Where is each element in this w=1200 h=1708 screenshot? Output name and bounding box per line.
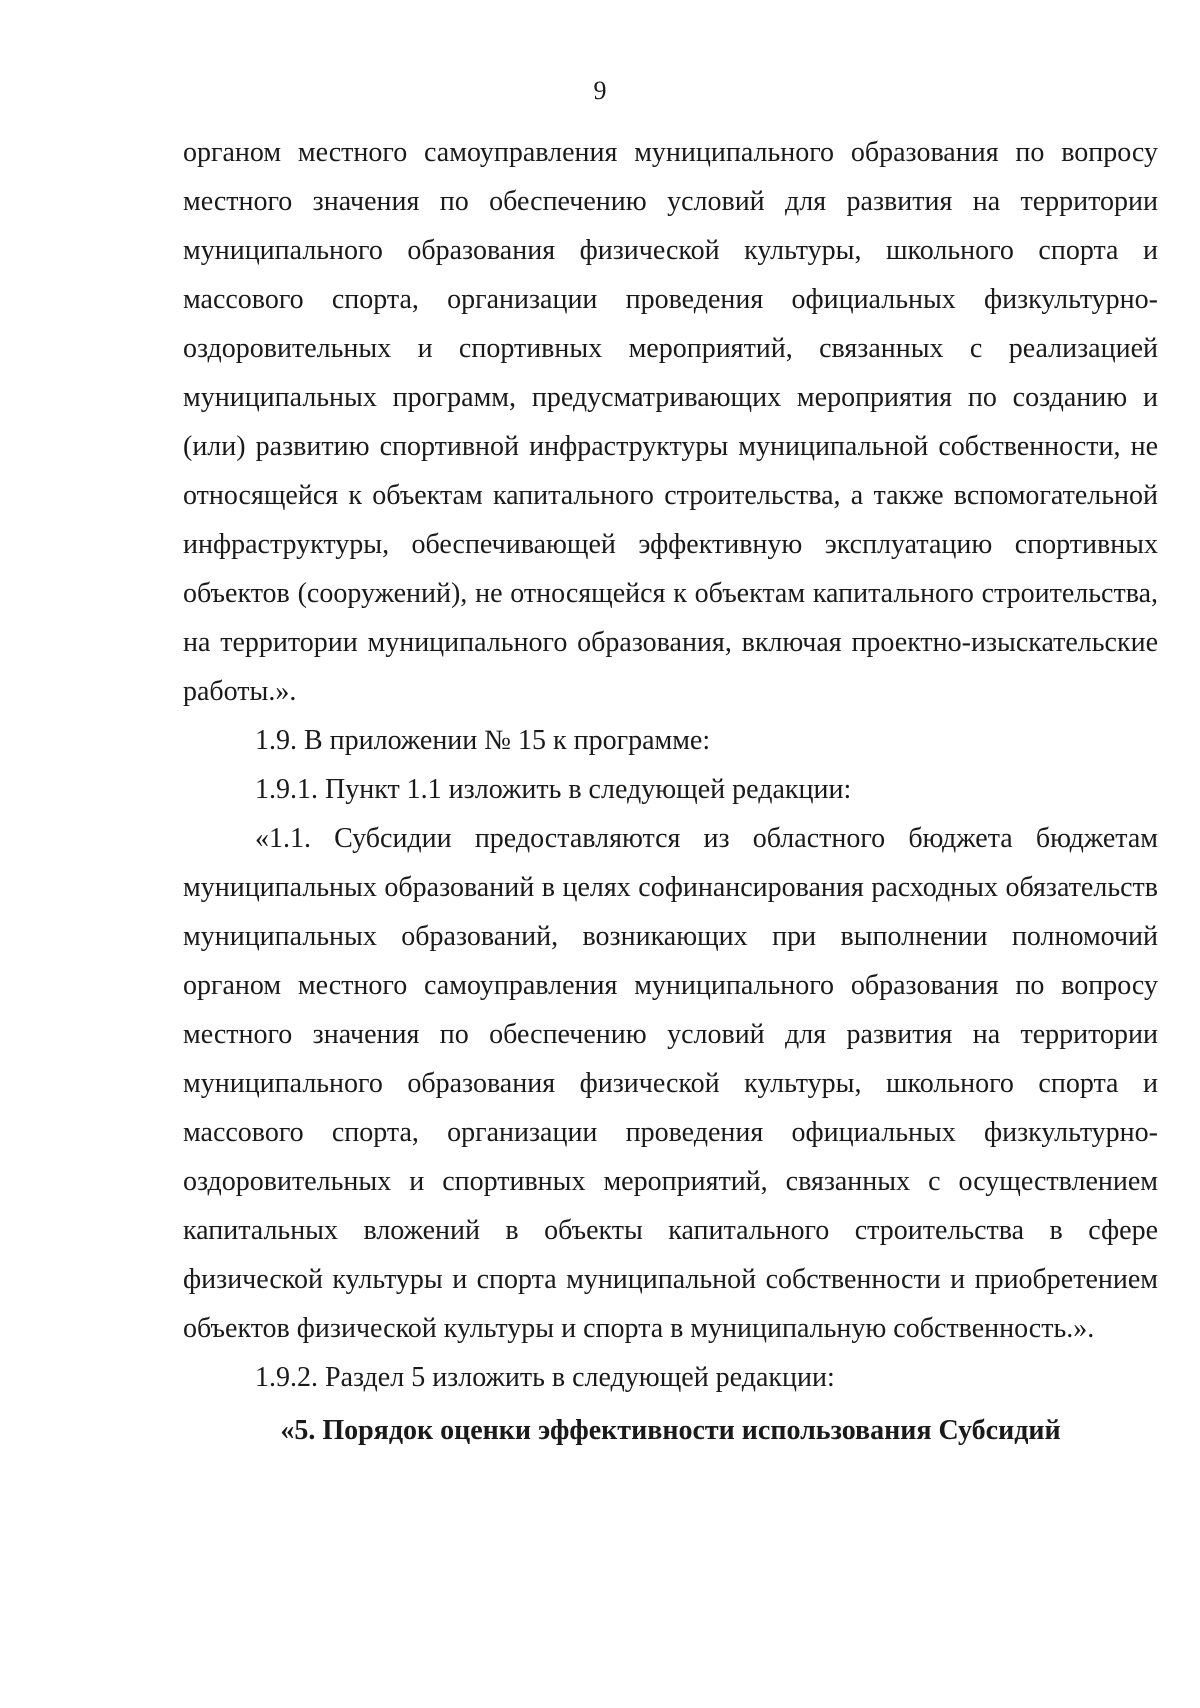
paragraph-1-9-2: 1.9.2. Раздел 5 изложить в следующей редакции: <box>255 1362 835 1393</box>
paragraph-continuation: органом местного самоуправления муниципального образования по вопросу местного значения по обеспечению условий для развития на территории муниципального образования физической культуры, школьного спорта и массового спорта, организации проведения официальных физкультурно-оздоровительных и спортивных мероприятий, связанных с реализацией муниципальных программ, предусматривающих мероприятия по созданию и (или) развитию спортивной инфраструктуры муниципальной собственности, не относящейся к объектам капитального строительства, а также вспомогательной инфраструктуры, обеспечивающей эффективную эксплуатацию спортивных объектов (сооружений), не относящейся к объектам капитального строительства, на территории муниципального образования, включая проектно-изыскательские работы.». <box>183 137 1158 707</box>
paragraph-1-9-1: 1.9.1. Пункт 1.1 изложить в следующей редакции: <box>255 774 852 805</box>
paragraph-quote-1-1: «1.1. Субсидии предоставляются из областного бюджета бюджетам муниципальных образований в целях софинансирования расходных обязательств муниципальных образований, возникающих при выполнении полномочий органом местного самоуправления муниципального образования по вопросу местного значения по обеспечению условий для развития на территории муниципального образования физической культуры, школьного спорта и массового спорта, организации проведения официальных физкультурно-оздоровительных и спортивных мероприятий, связанных с осуществлением капитальных вложений в объекты капитального строительства в сфере физической культуры и спорта муниципальной собственности и приобретением объектов физической культуры и спорта в муниципальную собственность.». <box>183 823 1158 1344</box>
paragraph-1-9: 1.9. В приложении № 15 к программе: <box>255 725 711 756</box>
section-heading: «5. Порядок оценки эффективности использования Субсидий <box>280 1415 1061 1446</box>
page-number: 9 <box>593 76 607 105</box>
document-body <box>183 128 1158 1455</box>
